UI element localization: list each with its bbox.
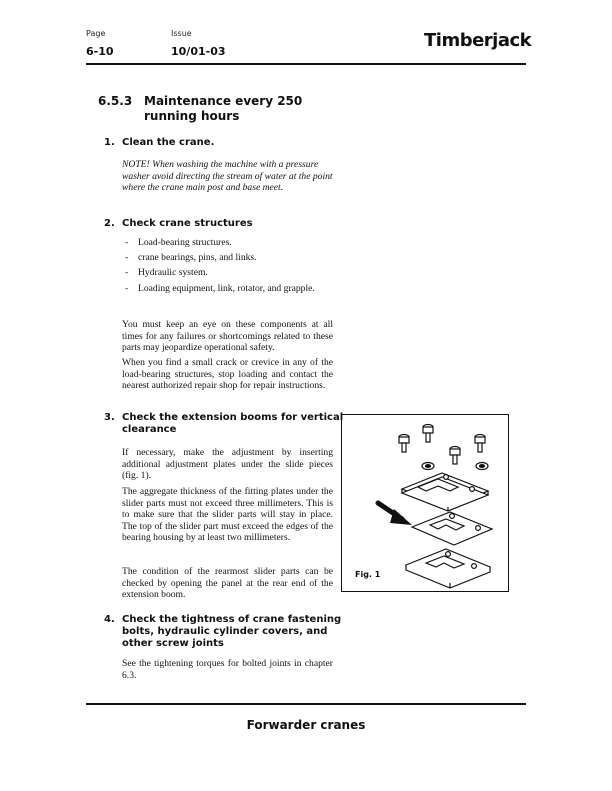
- item-title: Check the tightness of crane fastening bolts, hydraulic cylinder covers, and other screw joints: [122, 614, 342, 649]
- item-title: Check crane structures: [122, 218, 253, 229]
- body-paragraph: You must keep an eye on these components at all times for any failures or shortcomings related to these parts may jeopardize operational safety.: [122, 319, 333, 354]
- item-number: 2.: [104, 218, 115, 229]
- adjustment-plate-stack: [402, 473, 488, 511]
- issue-date: 10/01-03: [171, 45, 226, 58]
- bolt-icon: [423, 425, 433, 443]
- list-item: - crane bearings, pins, and links.: [125, 252, 257, 264]
- item-heading: [104, 412, 354, 438]
- footer-title: Forwarder cranes: [246, 718, 366, 732]
- figure-label: Fig. 1: [355, 570, 381, 579]
- list-item-text: Load-bearing structures.: [138, 237, 232, 248]
- list-item-text: Loading equipment, link, rotator, and grapple.: [138, 282, 315, 294]
- item-title: Check the extension booms for vertical clearance: [122, 412, 344, 435]
- slider-piece: [406, 549, 490, 588]
- body-paragraph: If necessary, make the adjustment by inserting additional adjustment plates under the slide pieces (fig. 1).: [122, 447, 333, 482]
- header-rule: [86, 63, 526, 65]
- bolt-icon: [399, 435, 409, 453]
- footer-rule: [86, 703, 526, 705]
- body-paragraph: The aggregate thickness of the fitting plates under the slider parts must not exceed three millimeters. This is to make sure that the slider parts will stay in place. The top of the slider part must exceed the edges of the bearing housing by at least two millimeters.: [122, 486, 333, 544]
- adjustment-plate: [412, 512, 492, 545]
- section-heading: Maintenance every 250 running hours: [144, 94, 303, 123]
- body-paragraph: When you find a small crack or crevice in any of the load-bearing structures, stop loading and contact the nearest authorized repair shop for repair instructions.: [122, 357, 333, 392]
- body-paragraph: See the tightening torques for bolted joints in chapter 6.3.: [122, 658, 333, 681]
- figure-1: [341, 414, 509, 592]
- check-list: [122, 237, 333, 298]
- item-heading: [104, 137, 354, 151]
- brand-logo: Timberjack: [424, 30, 532, 51]
- list-item: - Loading equipment, link, rotator, and grapple.: [125, 282, 315, 294]
- list-item-text: Hydraulic system.: [138, 267, 208, 279]
- item-heading: [104, 218, 354, 232]
- arrow-icon: [378, 503, 412, 525]
- bolt-icon: [475, 435, 485, 453]
- item-heading: [104, 614, 354, 652]
- bolt-icon: [450, 447, 460, 465]
- item-number: 1.: [104, 137, 115, 148]
- slider-plates-illustration: [342, 415, 508, 591]
- item-number: 4.: [104, 614, 115, 625]
- item-number: 3.: [104, 412, 115, 423]
- list-item: - Hydraulic system.: [125, 267, 208, 279]
- body-paragraph: The condition of the rearmost slider parts can be checked by opening the panel at the rear end of the extension boom.: [122, 566, 333, 601]
- section-title: [98, 94, 348, 124]
- page-label: Page: [86, 29, 106, 38]
- item-title: Clean the crane.: [122, 137, 215, 148]
- issue-label: Issue: [171, 29, 192, 38]
- note-paragraph: NOTE! When washing the machine with a pressure washer avoid directing the stream of water at the point where the crane main post and base meet.: [122, 159, 333, 194]
- list-item-text: crane bearings, pins, and links.: [138, 252, 257, 264]
- list-item: - Load-bearing structures.: [125, 237, 232, 248]
- page-number: 6-10: [86, 45, 114, 58]
- section-number: 6.5.3: [98, 94, 133, 108]
